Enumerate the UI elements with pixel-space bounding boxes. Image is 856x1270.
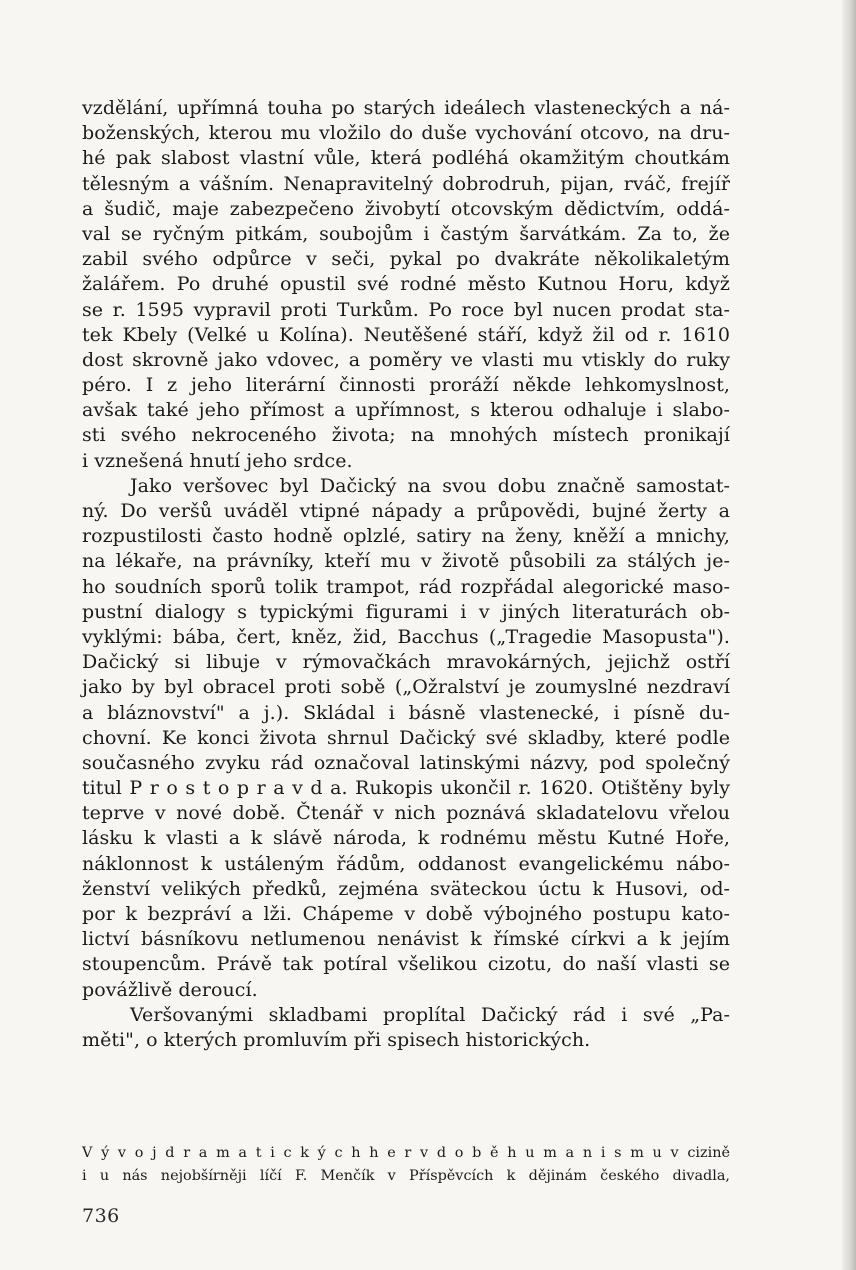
text-line: náklonnost k ustáleným řádům, oddanost evangelickému nábo- [82, 852, 730, 875]
page-number: 736 [82, 1205, 120, 1227]
text-line: i vznešená hnutí jeho srdce. [82, 449, 353, 472]
text-line: a šudič, maje zabezpečeno živobytí otcovským dědictvím, oddá- [82, 197, 730, 220]
text-line: lásku k vlasti a k slávě národa, k rodnému městu Kutné Hoře, [82, 827, 730, 850]
text-line: ho soudních sporů tolik trampot, rád rozpřádal alegorické maso- [82, 575, 730, 598]
text-line: jako by byl obracel proti sobě („Ožralství je zoumyslné nezdraví [82, 676, 730, 699]
text-line: teprve v nové době. Čtenář v nich poznává skladatelovu vřelou [82, 802, 730, 825]
text-line: ženství velikých předků, zejména sväteckou úctu k Husovi, od- [82, 877, 730, 900]
footnote-line: i u nás nejobšírněji líčí F. Menčík v Příspěvcích k dějinám českého divadla, [82, 1168, 730, 1184]
text-line: dost skrovně jako vdovec, a poměry ve vlasti mu vtiskly do ruky [82, 348, 730, 371]
text-line: tělesným a vášním. Nenapravitelný dobrodruh, pijan, rváč, frejíř [82, 172, 730, 195]
text-line: rozpustilosti často hodně oplzlé, satiry na ženy, kněží a mnichy, [82, 525, 730, 548]
text-line: Jako veršovec byl Dačický na svou dobu značně samostat- [130, 474, 730, 497]
text-line: chovní. Ke konci života shrnul Dačický své skladby, které podle [82, 726, 730, 749]
footnote [82, 1142, 730, 1188]
text-line: stoupencům. Právě tak potíral všelikou cizotu, do naší vlasti se [82, 953, 730, 976]
text-line: pustní dialogy s typickými figurami i v jiných literaturách ob- [82, 600, 730, 623]
text-line: tek Kbely (Velké u Kolína). Neutěšené stáří, když žil od r. 1610 [82, 323, 730, 346]
text-line: Veršovanými skladbami proplítal Dačický rád i své „Pa- [130, 1003, 730, 1026]
text-line: hé pak slabost vlastní vůle, která podléhá okamžitým choutkám [82, 147, 730, 170]
text-line: žalářem. Po druhé opustil své rodné město Kutnou Horu, když [82, 273, 730, 296]
text-line: titul P r o s t o p r a v d a. Rukopis ukončil r. 1620. Otištěny byly [82, 777, 730, 800]
text-line: sti svého nekroceného života; na mnohých místech pronikají [82, 424, 730, 447]
text-line: a bláznovství" a j.). Skládal i básně vlastenecké, i písně du- [82, 701, 730, 724]
text-line: na lékaře, na právníky, kteří mu v životě působili za stálých je- [82, 550, 730, 573]
text-line: Dačický si libuje v rýmovačkách mravokárných, jejichž ostří [82, 651, 730, 674]
text-line: se r. 1595 vypravil proti Turkům. Po roce byl nucen prodat sta- [82, 298, 730, 321]
footnote-line: V ý v o j d r a m a t i c k ý c h h e r v d o b ě h u m a n i s m u v cizině [82, 1145, 730, 1161]
text-line: por k bezpráví a lži. Chápeme v době výbojného postupu kato- [82, 903, 730, 925]
text-line: zabil svého odpůrce v seči, pykal po dvakráte několikaletým [82, 248, 730, 271]
text-line: měti", o kterých promluvím při spisech historických. [82, 1028, 591, 1051]
text-line: péro. I z jeho literární činnosti proráží někde lehkomyslnost, [82, 374, 730, 397]
text-line: ný. Do veršů uváděl vtipné nápady a průpovědi, bujné žerty a [82, 500, 730, 522]
text-line: současného zvyku rád označoval latinskými názvy, pod společný [82, 751, 730, 774]
text-line: povážlivě deroucí. [82, 978, 258, 1001]
text-line: vyklými: bába, čert, kněz, žid, Bacchus („Tragedie Masopusta"). [82, 625, 730, 648]
text-line: avšak také jeho přímost a upřímnost, s kterou odhaluje i slabo- [82, 399, 730, 422]
text-line: vzdělání, upřímná touha po starých ideálech vlasteneckých a ná- [82, 97, 730, 119]
text-line: boženských, kterou mu vložilo do duše vychování otcovo, na dru- [82, 122, 730, 145]
text-line: val se ryčným pitkám, soubojům i častým šarvátkám. Za to, že [82, 222, 730, 245]
page-edge-shadow [842, 0, 856, 1270]
text-line: lictví básníkovu netlumenou nenávist k římské církvi a k jejím [82, 928, 730, 951]
main-text [82, 96, 730, 1053]
